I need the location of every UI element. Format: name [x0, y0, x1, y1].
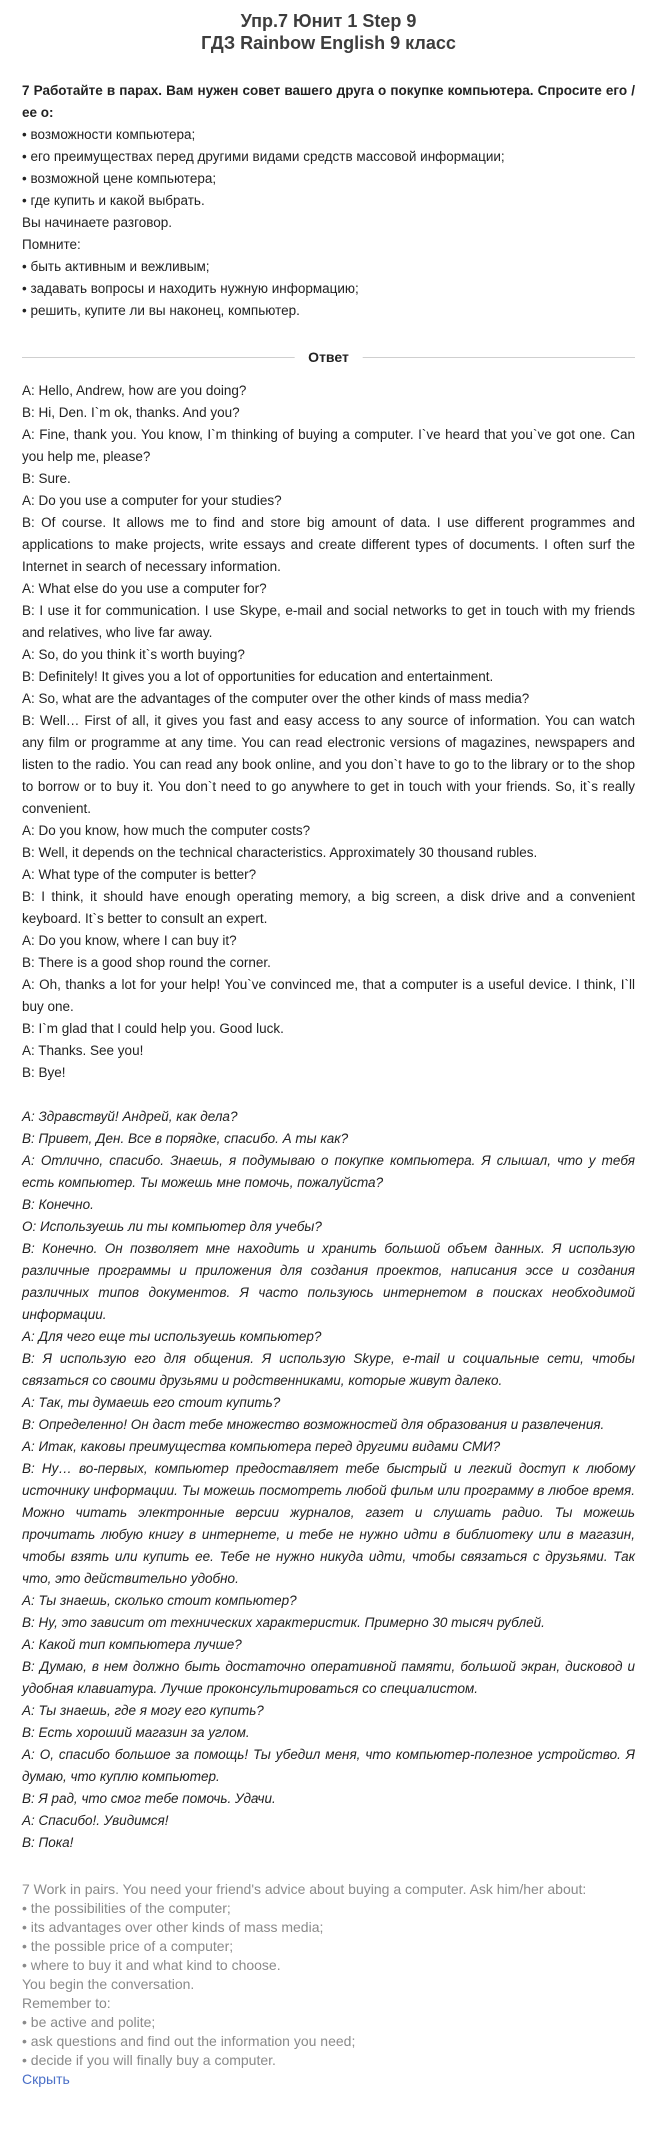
english-task-line: • where to buy it and what kind to choose.: [22, 1957, 281, 1973]
english-task-line: • ask questions and find out the information you need;: [22, 2033, 356, 2049]
task-block: [22, 80, 635, 322]
title-book: ГДЗ Rainbow English 9 класс: [201, 33, 456, 53]
translation-line: В: Я рад, что смог тебе помочь. Удачи.: [22, 1791, 276, 1806]
dialog-line: A: Do you know, where I can buy it?: [22, 933, 237, 948]
english-task-line: • be active and polite;: [22, 2014, 156, 2030]
translation-line: А: Итак, каковы преимущества компьютера перед другими видами СМИ?: [22, 1439, 501, 1454]
dialog-line: A: Thanks. See you!: [22, 1043, 144, 1058]
spacer: [22, 1084, 635, 1106]
english-task-line: 7 Work in pairs. You need your friend's advice about buying a computer. Ask him/her about:: [22, 1881, 587, 1897]
english-task-line: • the possible price of a computer;: [22, 1938, 234, 1954]
english-dialog: [22, 380, 635, 1084]
dialog-line: B: I`m glad that I could help you. Good luck.: [22, 1021, 284, 1036]
task-line: • возможности компьютера;: [22, 127, 196, 142]
dialog-line: B: Well, it depends on the technical characteristics. Approximately 30 thousand rubles.: [22, 845, 538, 860]
task-line: • возможной цене компьютера;: [22, 171, 217, 186]
english-task-line: • the possibilities of the computer;: [22, 1900, 231, 1916]
english-task-line: Remember to:: [22, 1995, 111, 2011]
translation-line: В: Думаю, в нем должно быть достаточно оперативной памяти, большой экран, дисковод и удобная клавиатура. Лучше проконсультироваться со специалистом.: [22, 1659, 635, 1696]
dialog-line: B: Bye!: [22, 1065, 66, 1080]
translation-line: В: Конечно. Он позволяет мне находить и хранить большой объем данных. Я использую различные программы и приложения для создания проектов, написания эссе и создания различных типов документов. Я часто пользуюсь интернетом в поисках необходимой информации.: [22, 1241, 635, 1322]
dialog-line: B: I think, it should have enough operating memory, a big screen, a disk drive and a convenient keyboard. It`s better to consult an expert.: [22, 889, 635, 926]
main-content: [0, 80, 657, 2089]
task-line: • задавать вопросы и находить нужную информацию;: [22, 281, 359, 296]
translation-line: В: Ну, это зависит от технических характеристик. Примерно 30 тысяч рублей.: [22, 1615, 545, 1630]
dialog-line: A: Fine, thank you. You know, I`m thinking of buying a computer. I`ve heard that you`ve got one. Can you help me, please?: [22, 427, 635, 464]
dialog-line: A: So, do you think it`s worth buying?: [22, 647, 245, 662]
dialog-line: B: There is a good shop round the corner.: [22, 955, 271, 970]
translation-line: В: Ну… во-первых, компьютер предоставляет тебе быстрый и легкий доступ к любому источнику информации. Ты можешь посмотреть любой фильм или программу в любое время. Можно читать электронные версии журналов, газет и слушать радио. Ты можешь прочитать любую книгу в интернете, и тебе не нужно идти в библиотеку или в магазин, чтобы взять или купить ее. Тебе не нужно никуда идти, чтобы связаться с друзьями. Так что, это действительно удобно.: [22, 1461, 635, 1586]
dialog-line: B: Well… First of all, it gives you fast and easy access to any source of information. You can watch any film or programme at any time. You can read electronic versions of magazines, newspapers and listen to the radio. You can read any book online, and you don`t have to go to the library or to the shop to borrow or to buy it. You don`t need to go anywhere to get in touch with your friends. So, it`s really convenient.: [22, 713, 635, 816]
dialog-line: A: What else do you use a computer for?: [22, 581, 267, 596]
translation-line: О: Используешь ли ты компьютер для учебы?: [22, 1219, 322, 1234]
dialog-line: B: Hi, Den. I`m ok, thanks. And you?: [22, 405, 240, 420]
page-title: [0, 0, 657, 54]
english-task-line: You begin the conversation.: [22, 1976, 195, 1992]
english-task-block: [22, 1880, 635, 2089]
dialog-line: B: Definitely! It gives you a lot of opportunities for education and entertainment.: [22, 669, 494, 684]
dialog-line: A: Do you use a computer for your studies?: [22, 493, 282, 508]
translation-line: А: Ты знаешь, где я могу его купить?: [22, 1703, 264, 1718]
english-task-line: • its advantages over other kinds of mass media;: [22, 1919, 324, 1935]
hide-link[interactable]: Скрыть: [22, 2071, 70, 2087]
answer-divider: [22, 348, 635, 366]
translation-line: В: Конечно.: [22, 1197, 94, 1212]
translation-line: В: Пока!: [22, 1835, 74, 1850]
translation-line: В: Я использую его для общения. Я использую Skype, e-mail и социальные сети, чтобы связаться со своими друзьями и родственниками, которые живут далеко.: [22, 1351, 635, 1388]
task-line: Вы начинаете разговор.: [22, 215, 172, 230]
translation-line: В: Определенно! Он даст тебе множество возможностей для образования и развлечения.: [22, 1417, 605, 1432]
title-exercise: Упр.7 Юнит 1 Step 9: [240, 11, 417, 31]
task-heading: 7 Работайте в парах. Вам нужен совет вашего друга о покупке компьютера. Спросите его / ее о:: [22, 83, 635, 120]
dialog-line: A: Oh, thanks a lot for your help! You`ve convinced me, that a computer is a useful device. I think, I`ll buy one.: [22, 977, 635, 1014]
dialog-line: B: I use it for communication. I use Skype, e-mail and social networks to get in touch with my friends and relatives, who live far away.: [22, 603, 635, 640]
translation-line: А: О, спасибо большое за помощь! Ты убедил меня, что компьютер-полезное устройство. Я думаю, что куплю компьютер.: [22, 1747, 635, 1784]
english-task-line: • decide if you will finally buy a computer.: [22, 2052, 276, 2068]
translation-line: А: Отлично, спасибо. Знаешь, я подумываю о покупке компьютера. Я слышал, что у тебя есть компьютер. Ты можешь мне помочь, пожалуйста?: [22, 1153, 635, 1190]
task-line: • где купить и какой выбрать.: [22, 193, 205, 208]
task-line: Помните:: [22, 237, 81, 252]
task-line: • решить, купите ли вы наконец, компьютер.: [22, 303, 300, 318]
task-line: • его преимуществах перед другими видами средств массовой информации;: [22, 149, 505, 164]
translation-line: А: Спасибо!. Увидимся!: [22, 1813, 169, 1828]
dialog-line: A: Hello, Andrew, how are you doing?: [22, 383, 247, 398]
translation-line: В: Привет, Ден. Все в порядке, спасибо. А ты как?: [22, 1131, 349, 1146]
answer-label: Ответ: [294, 348, 363, 366]
translation-line: А: Так, ты думаешь его стоит купить?: [22, 1395, 281, 1410]
dialog-line: A: So, what are the advantages of the computer over the other kinds of mass media?: [22, 691, 530, 706]
task-line: • быть активным и вежливым;: [22, 259, 210, 274]
dialog-line: A: What type of the computer is better?: [22, 867, 257, 882]
translation-line: В: Есть хороший магазин за углом.: [22, 1725, 250, 1740]
dialog-line: B: Sure.: [22, 471, 71, 486]
translation-line: А: Ты знаешь, сколько стоит компьютер?: [22, 1593, 297, 1608]
russian-dialog: [22, 1106, 635, 1854]
dialog-line: A: Do you know, how much the computer costs?: [22, 823, 311, 838]
dialog-line: B: Of course. It allows me to find and store big amount of data. I use different programmes and applications to make projects, write essays and create different types of documents. I often surf the Internet in search of necessary information.: [22, 515, 635, 574]
translation-line: А: Для чего еще ты используешь компьютер?: [22, 1329, 322, 1344]
translation-line: А: Здравствуй! Андрей, как дела?: [22, 1109, 238, 1124]
translation-line: А: Какой тип компьютера лучше?: [22, 1637, 242, 1652]
